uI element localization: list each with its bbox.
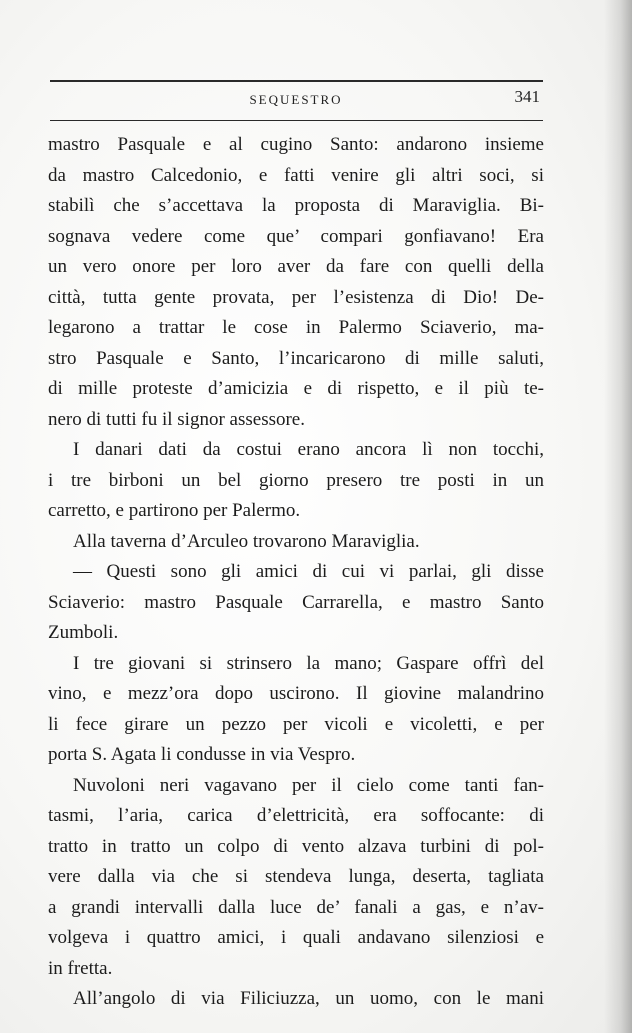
text-line: I tre giovani si strinsero la mano; Gaspare offrì del	[73, 652, 544, 674]
text-line: mastro Pasquale e al cugino Santo: andarono insieme	[48, 134, 544, 155]
text-line: nero di tutti fu il signor assessore.	[48, 408, 305, 430]
text-line: di mille proteste d’amicizia e di rispetto, e il più te-	[48, 378, 544, 399]
text-line: All’angolo di via Filiciuzza, un uomo, con le mani	[73, 988, 544, 1009]
page-number: 341	[514, 87, 540, 106]
text-line: stabilì che s’accettava la proposta di Maraviglia. Bi-	[48, 195, 544, 216]
text-line: da mastro Calcedonio, e fatti venire gli altri soci, si	[48, 164, 544, 186]
text-line: legarono a trattar le cose in Palermo Sciaverio, ma-	[48, 317, 544, 338]
text-line: porta S. Agata li condusse in via Vespro.	[48, 744, 356, 765]
text-line: — Questi sono gli amici di cui vi parlai, gli disse	[73, 561, 544, 582]
text-line: vino, e mezz’ora dopo uscirono. Il giovine malandrino	[48, 683, 544, 704]
text-line: un vero onore per loro aver da fare con quelli della	[48, 256, 544, 277]
text-line: stro Pasquale e Santo, l’incaricarono di mille saluti,	[48, 347, 544, 369]
header-bottom-rule	[50, 120, 543, 121]
text-line: in fretta.	[48, 957, 113, 979]
text-line: Zumboli.	[48, 622, 119, 643]
text-line: volgeva i quattro amici, i quali andavano silenziosi e	[48, 927, 544, 948]
text-line: tratto in tratto un colpo di vento alzava turbini di pol-	[48, 835, 544, 857]
header-top-rule	[50, 80, 543, 82]
text-line: tasmi, l’aria, carica d’elettricità, era soffocante: di	[48, 805, 544, 826]
text-line: Nuvoloni neri vagavano per il cielo come tanti fan-	[73, 774, 544, 796]
text-line: I danari dati da costui erano ancora lì non tocchi,	[73, 439, 544, 460]
text-line: città, tutta gente provata, per l’esistenza di Dio! De-	[48, 286, 544, 308]
text-line: a grandi intervalli dalla luce de’ fanali a gas, e n’av-	[48, 896, 544, 918]
text-line: li fece girare un pezzo per vicoli e vicoletti, e per	[48, 713, 544, 735]
text-line: i tre birboni un bel giorno presero tre posti in un	[48, 469, 544, 491]
running-header-title: SEQUESTRO	[249, 92, 343, 107]
text-line: vere dalla via che si stendeva lunga, deserta, tagliata	[48, 866, 544, 887]
text-line: sognava vedere come que’ compari gonfiavano! Era	[48, 225, 544, 247]
text-line: carretto, e partirono per Palermo.	[48, 500, 301, 521]
text-line: Sciaverio: mastro Pasquale Carrarella, e mastro Santo	[48, 591, 544, 613]
page-edge-shadow	[604, 0, 632, 1033]
body-text	[48, 130, 544, 1015]
text-line: Alla taverna d’Arculeo trovarono Maraviglia.	[73, 530, 420, 552]
